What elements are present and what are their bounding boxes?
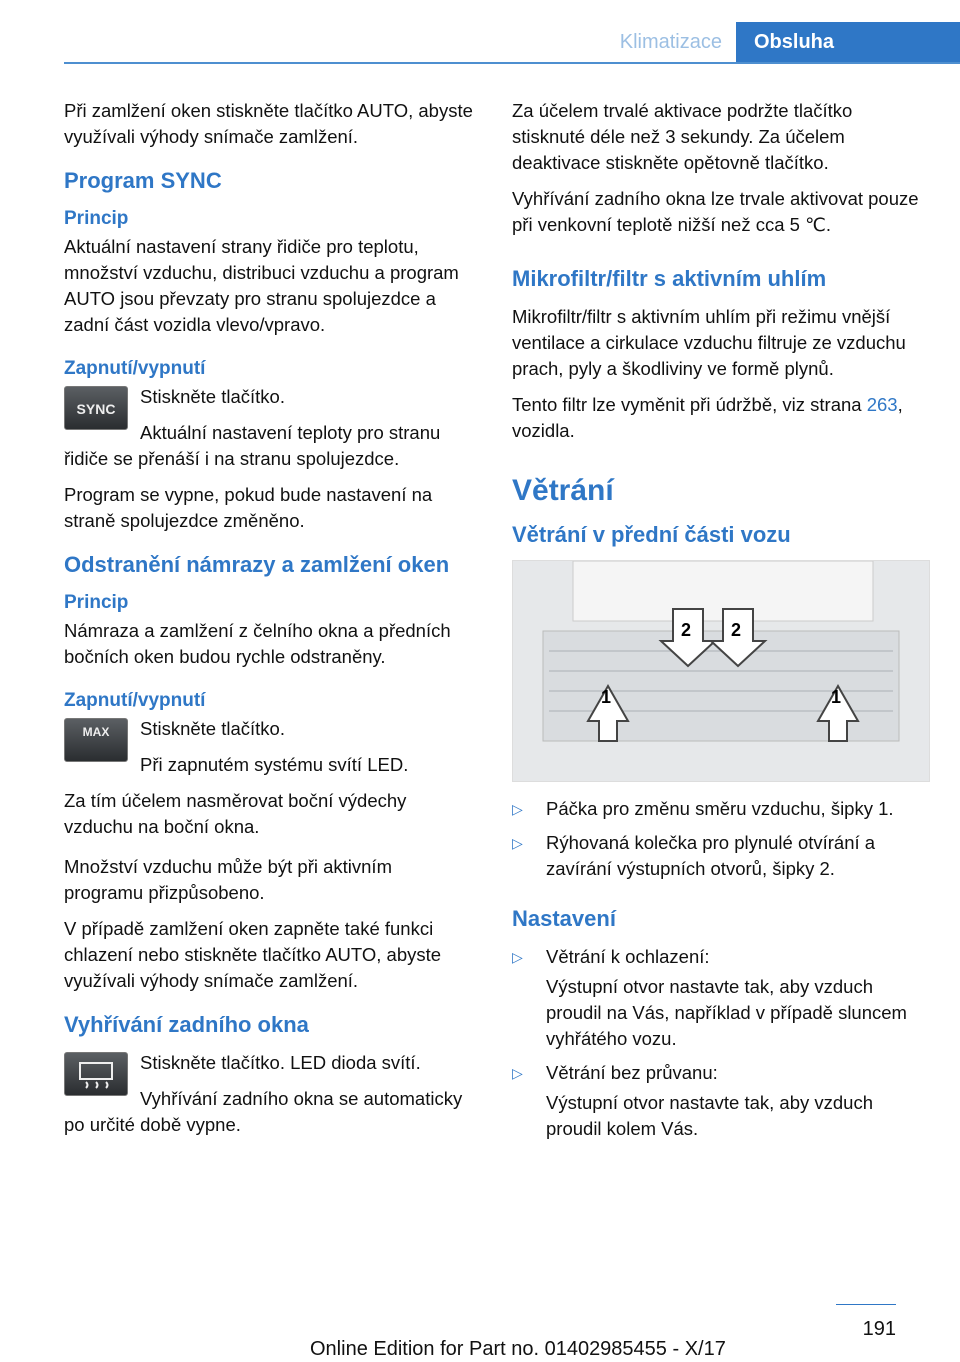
list-subtext: Výstupní otvor nastavte tak, aby vzduch proudil na Vás, například v případě sluncem vyhřátého vozu. <box>546 976 907 1049</box>
heading-nastaveni: Nastavení <box>512 906 616 931</box>
subheading-princip: Princip <box>64 592 129 613</box>
vent-list <box>512 796 930 882</box>
rear-defrost-row <box>64 1050 476 1138</box>
page-header <box>64 22 960 64</box>
list-item <box>512 830 930 882</box>
vent-photo <box>512 560 930 782</box>
paragraph: Vyhřívání zadního okna se automaticky po určité době vypne. <box>64 1088 463 1135</box>
paragraph-with-link <box>512 392 930 444</box>
list-text: Páčka pro změnu směru vzduchu, šipky 1. <box>546 798 894 819</box>
arrow-label-2: 2 <box>731 620 742 640</box>
paragraph: V případě zamlžení oken zapněte také funkci chlazení nebo stiskněte tlačítko AUTO, abyste využívali výhody snímače zamlžení. <box>64 918 442 991</box>
subheading-onoff: Zapnutí/vypnutí <box>64 690 206 711</box>
triangle-bullet-icon: ▷ <box>512 835 523 851</box>
heading-program-sync: Program SYNC <box>64 168 222 193</box>
page-link-263[interactable]: 263 <box>866 394 898 415</box>
left-column <box>64 98 476 1148</box>
text: , vozidla. <box>512 394 903 441</box>
max-label: MAX <box>82 725 110 739</box>
paragraph: Stiskněte tlačítko. <box>140 718 285 739</box>
triangle-bullet-icon: ▷ <box>512 801 523 817</box>
paragraph: Za tím účelem nasměrovat boční výdechy vzduchu na boční okna. <box>64 790 407 837</box>
heading-filter: Mikrofiltr/filtr s aktivním uhlím <box>512 266 827 291</box>
list-item <box>512 944 930 1052</box>
heading-rear-window: Vyhřívání zadního okna <box>64 1012 309 1037</box>
paragraph: Stiskněte tlačítko. <box>140 386 285 407</box>
list-subtext: Výstupní otvor nastavte tak, aby vzduch proudil kolem Vás. <box>546 1092 874 1139</box>
list-text: Větrání k ochlazení: <box>546 946 710 967</box>
section-tab-obsluha: Obsluha <box>736 22 960 62</box>
triangle-bullet-icon: ▷ <box>512 1065 523 1081</box>
paragraph: Stiskněte tlačítko. LED dioda svítí. <box>140 1052 421 1073</box>
right-column <box>512 98 930 1150</box>
heading-defrost: Odstranění námrazy a zamlžení oken <box>64 552 450 577</box>
rear-window-heat-icon <box>76 1060 116 1090</box>
max-defrost-row <box>64 716 476 778</box>
sync-button-row <box>64 384 476 472</box>
settings-list <box>512 944 930 1142</box>
max-defrost-icon <box>64 718 128 762</box>
paragraph: Vyhřívání zadního okna lze trvale aktivovat pouze při venkovní teplotě nižší než cca 5 ℃. <box>512 188 919 235</box>
triangle-bullet-icon: ▷ <box>512 949 523 965</box>
paragraph: Při zamlžení oken stiskněte tlačítko AUTO, abyste využívali výhody snímače zamlžení. <box>64 100 473 147</box>
heading-vetrani: Větrání <box>512 474 614 507</box>
list-text: Rýhovaná kolečka pro plynulé otvírání a zavírání výstupních otvorů, šipky 2. <box>546 832 876 879</box>
paragraph: Množství vzduchu může být při aktivním programu přizpůsobeno. <box>64 856 392 903</box>
list-item <box>512 1060 930 1142</box>
paragraph: Aktuální nastavení teploty pro stranu řidiče se přenáší i na stranu spolujezdce. <box>64 422 441 469</box>
heading-front-vent: Větrání v přední části vozu <box>512 522 791 547</box>
subheading-princip: Princip <box>64 208 129 229</box>
list-item <box>512 796 930 822</box>
vent-illustration <box>513 561 929 781</box>
subheading-onoff: Zapnutí/vypnutí <box>64 358 206 379</box>
arrow-label-2: 2 <box>681 620 692 640</box>
arrow-label-1: 1 <box>601 687 612 707</box>
paragraph: Mikrofiltr/filtr s aktivním uhlím při režimu vnější ventilace a cirkulace vzduchu filtruje ze vzduchu prach, pyly a škodliviny ve formě plynů. <box>512 306 906 379</box>
paragraph: Při zapnutém systému svítí LED. <box>140 754 409 775</box>
footer-rule <box>836 1304 896 1305</box>
rear-defrost-icon <box>64 1052 128 1096</box>
list-text: Větrání bez průvanu: <box>546 1062 718 1083</box>
sync-button-icon: SYNC <box>64 386 128 430</box>
section-tab-klimatizace: Klimatizace <box>619 31 722 53</box>
paragraph: Program se vypne, pokud bude nastavení na straně spolujezdce změněno. <box>64 484 433 531</box>
page-number: 191 <box>862 1318 896 1340</box>
edition-note: Online Edition for Part no. 01402985455 - X/17 <box>310 1338 726 1360</box>
text: Tento filtr lze vyměnit při údržbě, viz strana <box>512 394 867 415</box>
paragraph: Aktuální nastavení strany řidiče pro teplotu, množství vzduchu, distribuci vzduchu a program AUTO jsou převzaty pro stranu spolujezdce a zadní část vozidla vlevo/vpravo. <box>64 236 459 335</box>
paragraph: Námraza a zamlžení z čelního okna a předních bočních oken budou rychle odstraněny. <box>64 620 451 667</box>
arrow-label-1: 1 <box>831 687 842 707</box>
paragraph: Za účelem trvalé aktivace podržte tlačítko stisknuté déle než 3 sekundy. Za účelem deaktivace stiskněte opětovně tlačítko. <box>512 100 853 173</box>
